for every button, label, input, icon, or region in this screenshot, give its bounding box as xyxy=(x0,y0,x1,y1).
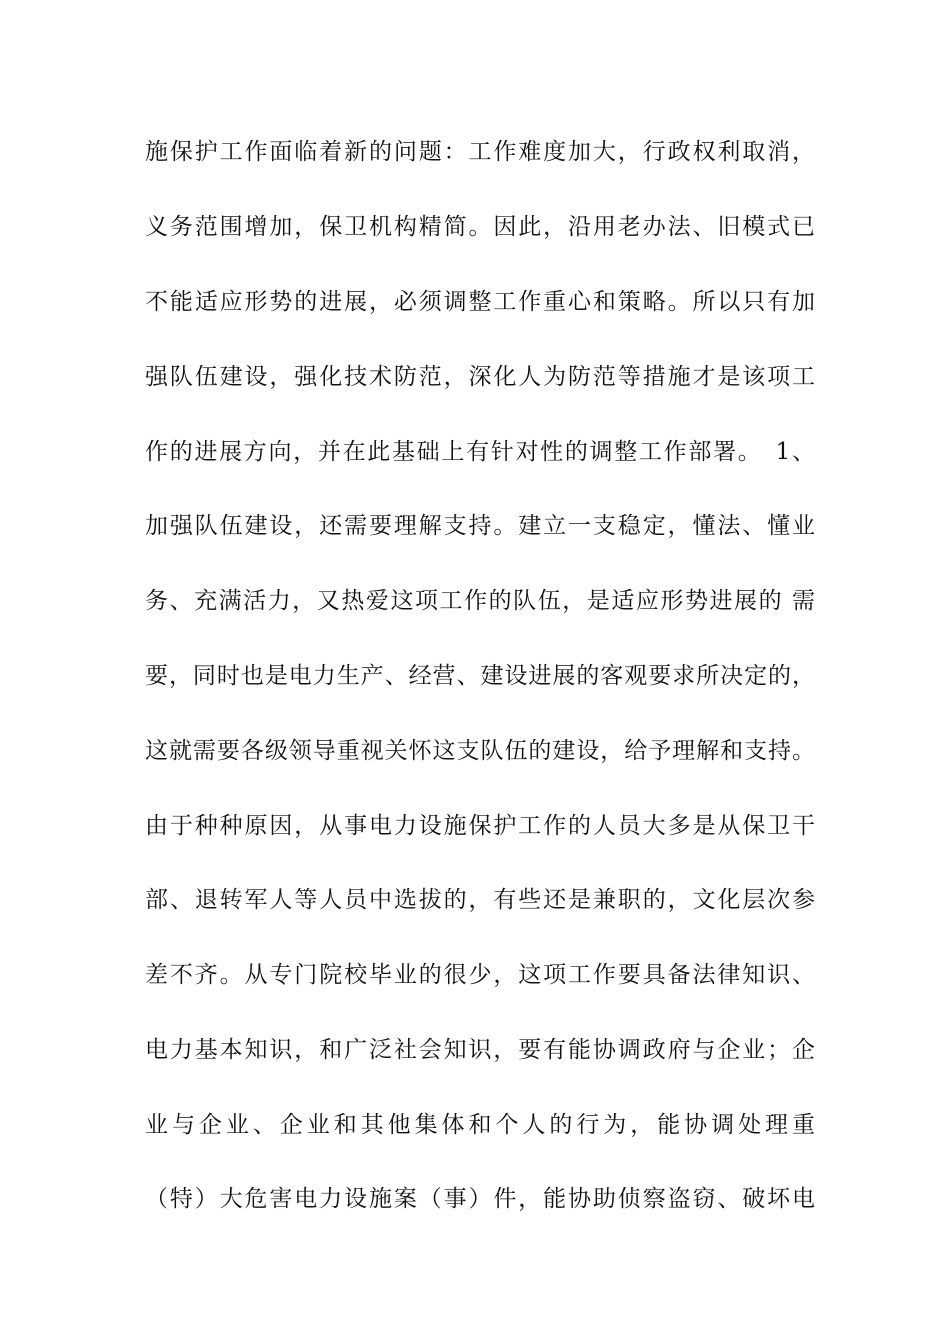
paragraph-line: 作的进展方向，并在此基础上有针对性的调整工作部署。 1、 xyxy=(145,439,815,465)
paragraph-line: 要，同时也是电力生产、经营、建设进展的客观要求所决定的， xyxy=(145,663,815,689)
paragraph-line: 差不齐。从专门院校毕业的很少，这项工作要具备法律知识、 xyxy=(145,962,815,988)
paragraph-line: 电力基本知识，和广泛社会知识，要有能协调政府与企业；企 xyxy=(145,1037,815,1063)
paragraph-line: 义务范围增加，保卫机构精简。因此，沿用老办法、旧模式已 xyxy=(145,214,815,240)
paragraph-line: 施保护工作面临着新的问题：工作难度加大，行政权利取消， xyxy=(145,139,815,165)
paragraph-line: 部、退转军人等人员中选拔的，有些还是兼职的，文化层次参 xyxy=(145,887,815,913)
paragraph-line: 务、充满活力，又热爱这项工作的队伍，是适应形势进展的 需 xyxy=(145,588,815,614)
paragraph-line: （特）大危害电力设施案（事）件，能协助侦察盗窃、破坏电 xyxy=(145,1186,815,1212)
paragraph-line: 不能适应形势的进展，必须调整工作重心和策略。所以只有加 xyxy=(145,289,815,315)
paragraph-line: 由于种种原因，从事电力设施保护工作的人员大多是从保卫干 xyxy=(145,813,815,839)
paragraph-line: 强队伍建设，强化技术防范，深化人为防范等措施才是该项工 xyxy=(145,364,815,390)
paragraph-line: 加强队伍建设，还需要理解支持。建立一支稳定，懂法、懂业 xyxy=(145,513,815,539)
paragraph-line: 这就需要各级领导重视关怀这支队伍的建设，给予理解和支持。 xyxy=(145,738,815,764)
paragraph-line: 业与企业、企业和其他集体和个人的行为，能协调处理重 xyxy=(145,1112,815,1138)
